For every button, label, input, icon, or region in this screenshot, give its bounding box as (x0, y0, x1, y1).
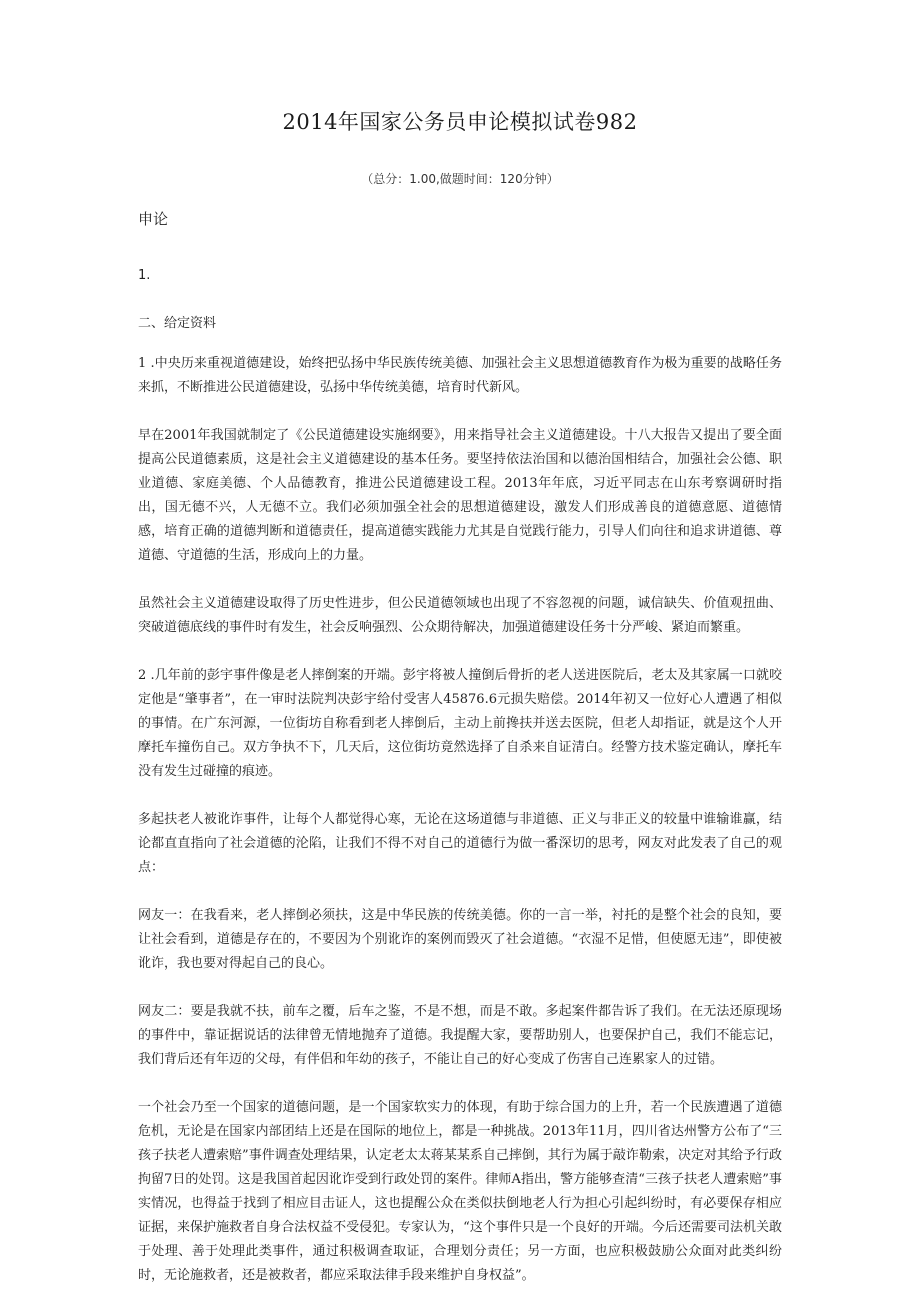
paragraph-8: 一个社会乃至一个国家的道德问题，是一个国家软实力的体现，有助于综合国力的上升，若一个民族遭遇了道德危机，无论是在国家内部团结上还是在国际的地位上，都是一种挑战。2013年11月，四川省达州警方公布了“三孩子扶老人遭索赔”事件调查处理结果，认定老太太蒋某某系自己摔倒，其行为属于敲诈勒索，决定对其给予行政拘留7日的处罚。这是我国首起因讹诈受到行政处罚的案件。律师A指出，警方能够查清“三孩子扶老人遭索赔”事实情况，也得益于找到了相应目击证人，这也提醒公众在类似扶倒地老人行为担心引起纠纷时，有必要保存相应证据，来保护施救者自身合法权益不受侵犯。专家认为，“这个事件只是一个良好的开端。今后还需要司法机关敢于处理、善于处理此类事件，通过积极调查取证，合理划分责任；另一方面，也应积极鼓励公众面对此类纠纷时，无论施救者，还是被救者，都应采取法律手段来维护自身权益”。 (138, 1100, 782, 1283)
paragraph-6: 网友一：在我看来，老人摔倒必须扶，这是中华民族的传统美德。你的一言一举，衬托的是整个社会的良知，要让社会看到，道德是存在的，不要因为个别讹诈的案例而毁灭了社会道德。“衣湿不足惜，但使愿无违”，即使被讹诈，我也要对得起自己的良心。 (138, 908, 782, 971)
page-title: 2014年国家公务员申论模拟试卷982 (282, 110, 638, 134)
question-number: 1. (138, 268, 151, 283)
material-heading: 二、给定资料 (138, 316, 217, 331)
document-body (138, 264, 782, 1312)
paragraph-4: 2 .几年前的彭宇事件像是老人摔倒案的开端。彭宇将被人撞倒后骨折的老人送进医院后，老太及其家属一口就咬定他是“肇事者”，在一审时法院判决彭宇给付受害人45876.6元损失赔偿。2014年初又一位好心人遭遇了相似的事情。在广东河源，一位街坊自称看到老人摔倒后，主动上前搀扶并送去医院，但老人却指证，就是这个人开摩托车撞伤自己。双方争执不下，几天后，这位街坊竟然选择了自杀来自证清白。经警方技术鉴定确认，摩托车没有发生过碰撞的痕迹。 (138, 668, 782, 779)
paragraph-1: 1 .中央历来重视道德建设，始终把弘扬中华民族传统美德、加强社会主义思想道德教育作为极为重要的战略任务来抓，不断推进公民道德建设，弘扬中华传统美德，培育时代新风。 (138, 356, 782, 395)
paragraph-5: 多起扶老人被讹诈事件，让每个人都觉得心寒，无论在这场道德与非道德、正义与非正义的较量中谁输谁赢，结论都直直指向了社会道德的沦陷，让我们不得不对自己的道德行为做一番深切的思考，网友对此发表了自己的观点： (138, 812, 782, 875)
paragraph-3: 虽然社会主义道德建设取得了历史性进步，但公民道德领域也出现了不容忽视的问题，诚信缺失、价值观扭曲、突破道德底线的事件时有发生，社会反响强烈、公众期待解决，加强道德建设任务十分严峻、紧迫而繁重。 (138, 596, 782, 635)
exam-info: （总分：1.00,做题时间：120分钟） (361, 172, 559, 186)
section-title: 申论 (138, 210, 169, 228)
paragraph-7: 网友二：要是我就不扶，前车之覆，后车之鉴，不是不想，而是不敢。多起案件都告诉了我们。在无法还原现场的事件中，靠证据说话的法律曾无情地抛弃了道德。我提醒大家，要帮助别人，也要保护自己，我们不能忘记，我们背后还有年迈的父母，有伴侣和年幼的孩子，不能让自己的好心变成了伤害自己连累家人的过错。 (138, 1004, 782, 1067)
paragraph-2: 早在2001年我国就制定了《公民道德建设实施纲要》，用来指导社会主义道德建设。十八大报告又提出了要全面提高公民道德素质，这是社会主义道德建设的基本任务。要坚持依法治国和以德治国相结合，加强社会公德、职业道德、家庭美德、个人品德教育，推进公民道德建设工程。2013年年底，习近平同志在山东考察调研时指出，国无德不兴，人无德不立。我们必须加强全社会的思想道德建设，激发人们形成善良的道德意愿、道德情感，培育正确的道德判断和道德责任，提高道德实践能力尤其是自觉践行能力，引导人们向往和追求讲道德、尊道德、守道德的生活，形成向上的力量。 (138, 428, 782, 563)
